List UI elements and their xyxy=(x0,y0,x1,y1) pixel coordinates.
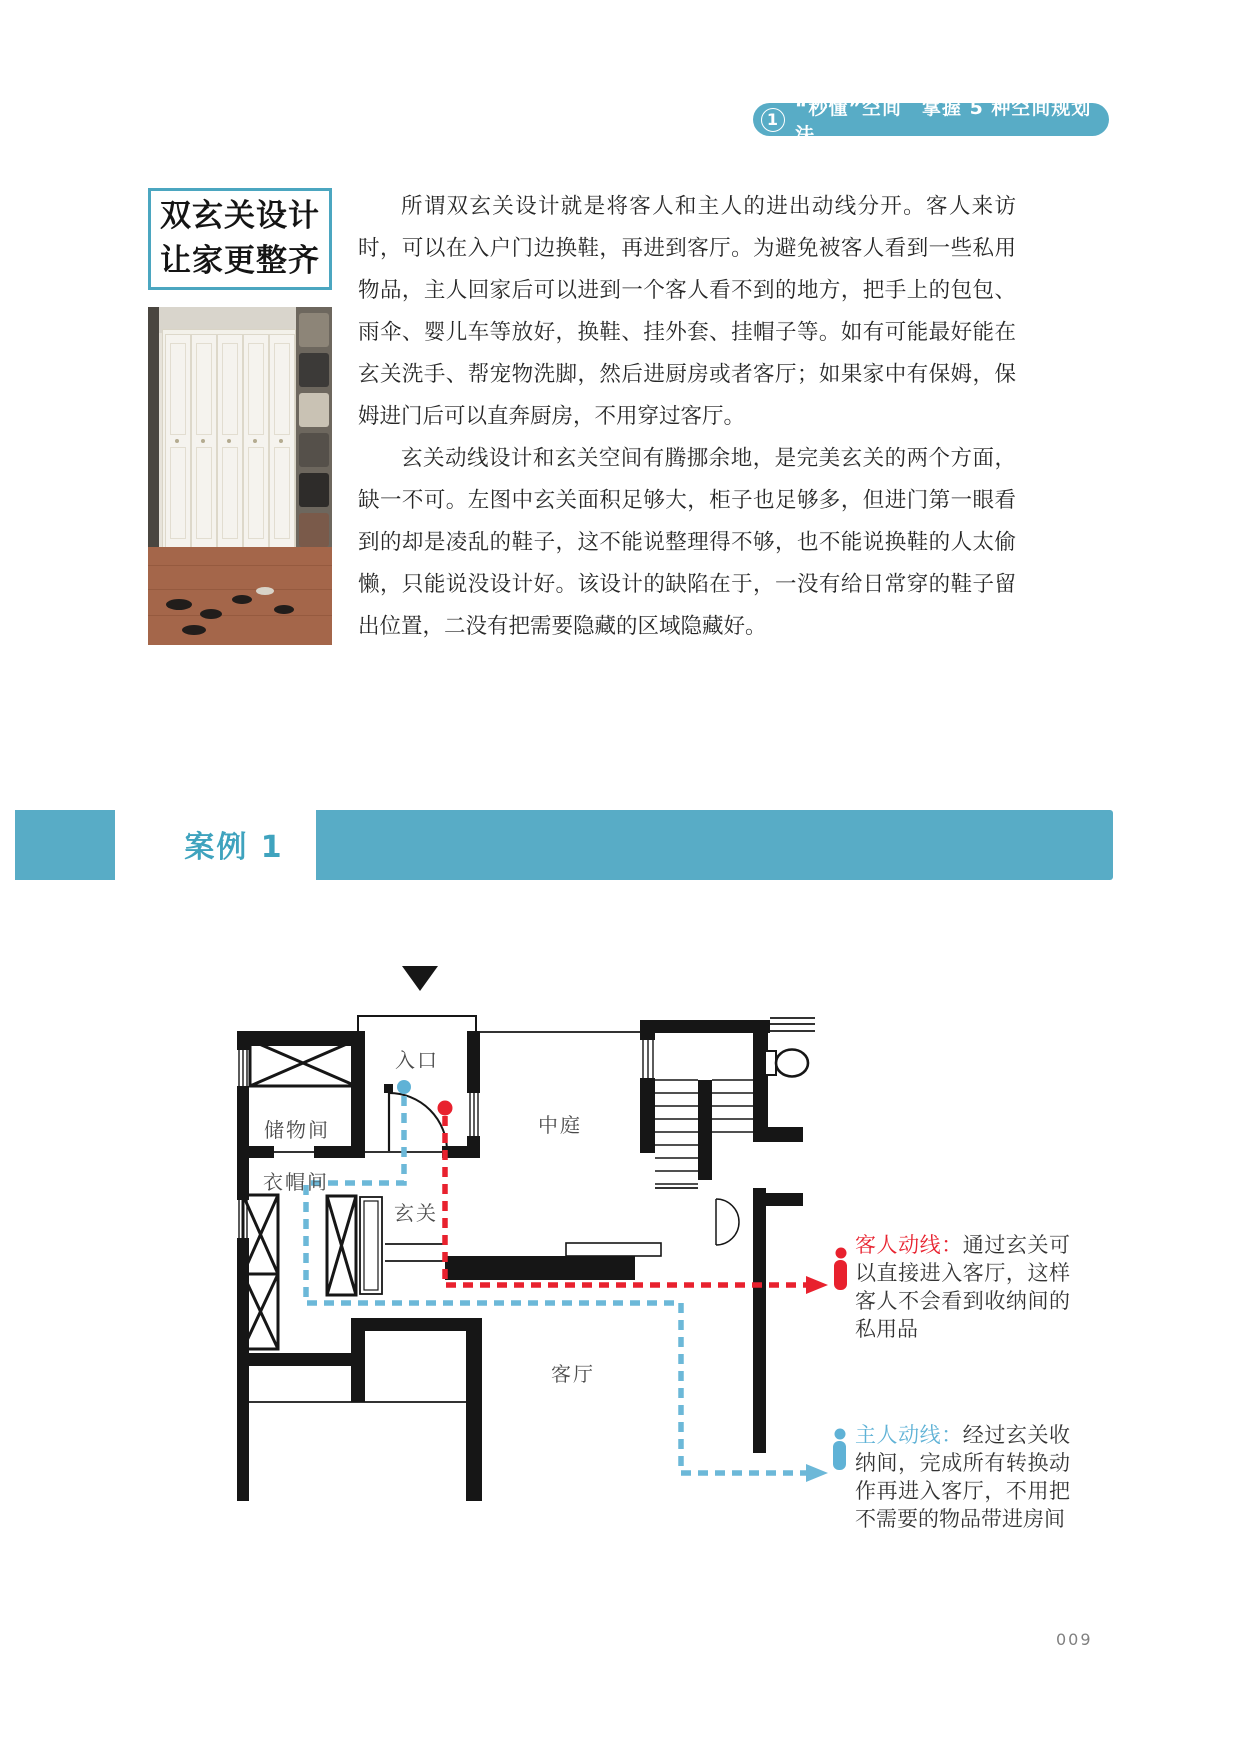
floor-plan xyxy=(200,940,900,1520)
guest-route-start-dot xyxy=(438,1101,453,1116)
host-route-start-dot xyxy=(397,1080,411,1094)
shoes xyxy=(166,599,192,610)
entry-door xyxy=(384,1084,447,1151)
wardrobe-door xyxy=(191,334,217,552)
chapter-header-bar xyxy=(753,96,1109,146)
shoes xyxy=(256,587,274,595)
chapter-number-badge: 1 xyxy=(761,108,785,132)
case-banner-bar xyxy=(316,810,1113,880)
host-route-label: 主人动线： xyxy=(855,1423,963,1447)
walls xyxy=(237,1020,803,1501)
wardrobe-door xyxy=(165,334,191,552)
case-banner-label: 案例 1 xyxy=(184,830,284,865)
chapter-title: “秒懂”空间 掌握 5 种空间规划法 xyxy=(795,96,1092,146)
vestibule-outline xyxy=(358,1016,476,1032)
label-atrium: 中庭 xyxy=(538,1113,582,1137)
page-number: 009 xyxy=(1056,1630,1093,1649)
atrium-ledge xyxy=(566,1243,661,1256)
article-paragraph-2: 玄关动线设计和玄关空间有腾挪余地，是完美玄关的两个方面，缺一不可。左图中玄关面积足够大，柜子也足够多，但进门第一眼看到的却是凌乱的鞋子，这不能说整理得不够，也不能说换鞋的人太偷懒，只能说没设计好。该设计的缺陷在于，一没有给日常穿的鞋子留出位置，二没有把需要隐藏的区域隐藏好。 xyxy=(358,446,1016,639)
entryway-photo xyxy=(148,307,332,645)
shoes xyxy=(274,605,294,614)
photo-wall xyxy=(148,307,159,567)
shoe-cabinet xyxy=(360,1197,382,1294)
label-living-room: 客厅 xyxy=(551,1362,595,1386)
toilet-icon xyxy=(765,1050,808,1077)
label-entrance: 入口 xyxy=(395,1048,439,1072)
guest-person-icon xyxy=(836,1248,847,1259)
shoes xyxy=(232,595,252,604)
entrance-arrow-icon xyxy=(402,966,438,991)
wardrobe-door xyxy=(217,334,243,552)
guest-route-label: 客人动线： xyxy=(855,1233,963,1257)
host-person-icon xyxy=(835,1429,846,1440)
guest-route-text: 通过玄关可以直接进入客厅，这样客人不会看到收纳间的私用品 xyxy=(855,1233,1071,1341)
wardrobe-door xyxy=(243,334,269,552)
shoes xyxy=(200,609,222,619)
section-title-box xyxy=(148,188,332,290)
shoes xyxy=(182,625,206,635)
host-route-arrow-icon xyxy=(806,1464,828,1482)
wardrobe-boxes xyxy=(243,1040,356,1349)
host-person-icon xyxy=(833,1441,846,1470)
guest-person-icon xyxy=(834,1260,847,1290)
double-door xyxy=(716,1199,739,1245)
article-paragraph-1: 所谓双玄关设计就是将客人和主人的进出动线分开。客人来访时，可以在入户门边换鞋，再进到客厅。为避免被客人看到一些私用物品，主人回家后可以进到一个客人看不到的地方，把手上的包包、雨伞、婴儿车等放好，换鞋、挂外套、挂帽子等。如有可能最好能在玄关洗手、帮宠物洗脚，然后进厨房或者客厅；如果家中有保姆，保姆进门后可以直奔厨房，不用穿过客厅。 xyxy=(358,194,1016,429)
wardrobe-door xyxy=(269,334,295,552)
label-foyer: 玄关 xyxy=(394,1201,438,1225)
photo-floor xyxy=(148,547,332,645)
host-route-annotation xyxy=(855,1421,1070,1533)
guest-route-annotation xyxy=(855,1231,1070,1343)
photo-shoe-shelf xyxy=(296,307,332,575)
host-route-text: 经过玄关收纳间，完成所有转换动作再进入客厅，不用把不需要的物品带进房间 xyxy=(855,1423,1071,1531)
case-banner-left-block xyxy=(15,810,115,880)
section-title-line2: 让家更整齐 xyxy=(160,243,320,279)
label-cloakroom: 衣帽间 xyxy=(263,1170,329,1194)
section-title-line1: 双玄关设计 xyxy=(160,198,320,234)
article-text xyxy=(358,186,1016,648)
guest-route-arrow-icon xyxy=(806,1276,828,1294)
label-storage-room: 储物间 xyxy=(264,1118,330,1142)
photo-wardrobe xyxy=(162,329,296,557)
